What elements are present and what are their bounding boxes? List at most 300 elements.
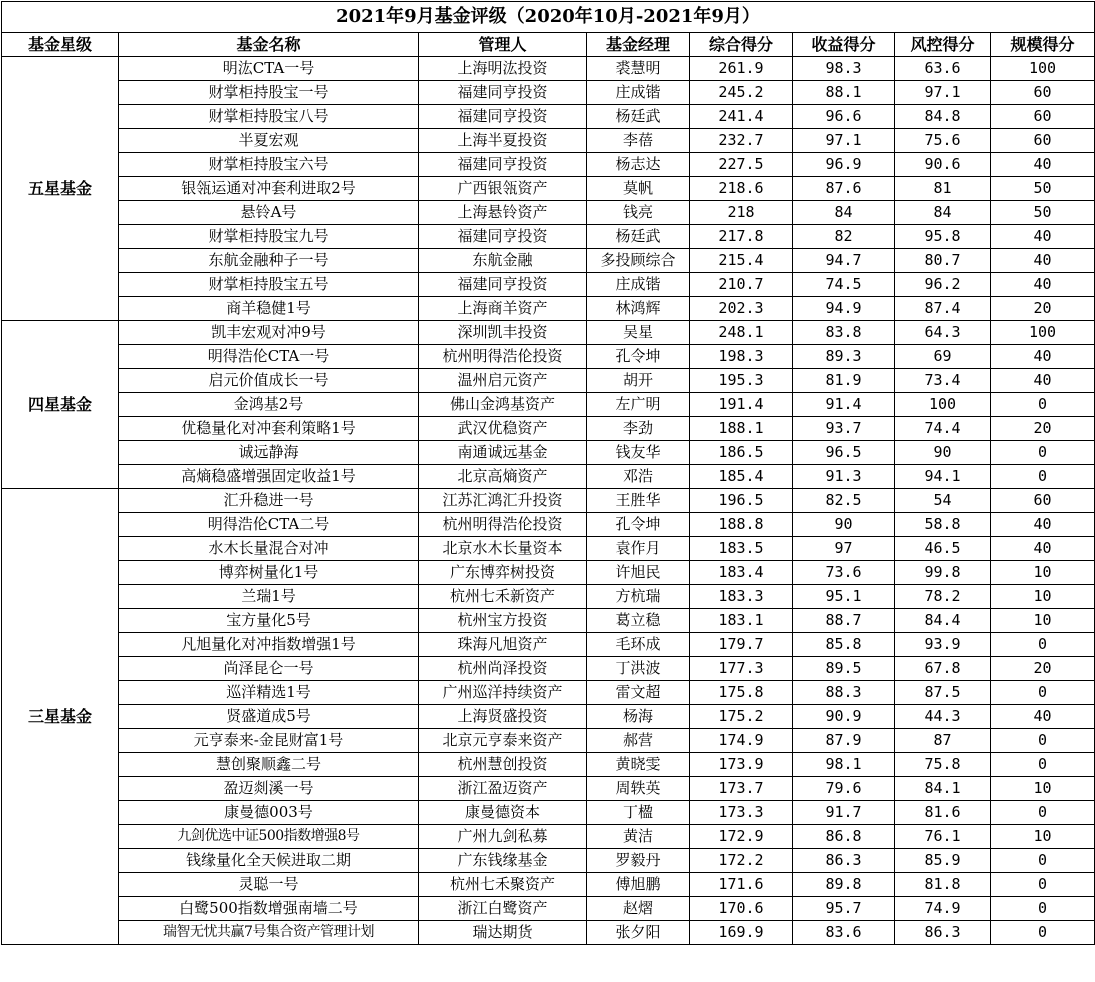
table-row bbox=[2, 441, 1095, 465]
fund-manager-cell: 方杭瑞 bbox=[587, 585, 690, 609]
table-row bbox=[2, 513, 1095, 537]
risk-score-cell: 84.4 bbox=[895, 609, 991, 633]
scale-score-cell: 0 bbox=[991, 393, 1095, 417]
risk-score-cell: 64.3 bbox=[895, 321, 991, 345]
fund-name-cell: 优稳量化对冲套利策略1号 bbox=[119, 417, 419, 441]
manager-cell: 深圳凯丰投资 bbox=[419, 321, 587, 345]
risk-score-cell: 84 bbox=[895, 201, 991, 225]
manager-cell: 广东博弈树投资 bbox=[419, 561, 587, 585]
header-return-score: 收益得分 bbox=[793, 33, 895, 57]
return-score-cell: 94.7 bbox=[793, 249, 895, 273]
scale-score-cell: 40 bbox=[991, 537, 1095, 561]
risk-score-cell: 85.9 bbox=[895, 849, 991, 873]
fund-name-cell: 商羊稳健1号 bbox=[119, 297, 419, 321]
fund-manager-cell: 孔令坤 bbox=[587, 345, 690, 369]
fund-manager-cell: 丁楹 bbox=[587, 801, 690, 825]
fund-name-cell: 明得浩伦CTA二号 bbox=[119, 513, 419, 537]
fund-name-cell: 兰瑞1号 bbox=[119, 585, 419, 609]
manager-cell: 广西银瓴资产 bbox=[419, 177, 587, 201]
fund-name-cell: 财掌柜持股宝五号 bbox=[119, 273, 419, 297]
fund-name-cell: 诚远静海 bbox=[119, 441, 419, 465]
manager-cell: 杭州明得浩伦投资 bbox=[419, 513, 587, 537]
table-row bbox=[2, 537, 1095, 561]
fund-manager-cell: 庄成锴 bbox=[587, 273, 690, 297]
total-score-cell: 215.4 bbox=[690, 249, 793, 273]
scale-score-cell: 40 bbox=[991, 273, 1095, 297]
fund-name-cell: 明得浩伦CTA一号 bbox=[119, 345, 419, 369]
manager-cell: 浙江盈迈资产 bbox=[419, 777, 587, 801]
manager-cell: 福建同亨投资 bbox=[419, 105, 587, 129]
total-score-cell: 183.1 bbox=[690, 609, 793, 633]
return-score-cell: 98.3 bbox=[793, 57, 895, 81]
fund-name-cell: 财掌柜持股宝六号 bbox=[119, 153, 419, 177]
return-score-cell: 93.7 bbox=[793, 417, 895, 441]
manager-cell: 杭州七禾聚资产 bbox=[419, 873, 587, 897]
manager-cell: 浙江白鹭资产 bbox=[419, 897, 587, 921]
risk-score-cell: 69 bbox=[895, 345, 991, 369]
return-score-cell: 95.7 bbox=[793, 897, 895, 921]
header-scale-score: 规模得分 bbox=[991, 33, 1095, 57]
table-row bbox=[2, 321, 1095, 345]
return-score-cell: 73.6 bbox=[793, 561, 895, 585]
risk-score-cell: 86.3 bbox=[895, 921, 991, 945]
return-score-cell: 97 bbox=[793, 537, 895, 561]
risk-score-cell: 90.6 bbox=[895, 153, 991, 177]
risk-score-cell: 74.9 bbox=[895, 897, 991, 921]
risk-score-cell: 87.4 bbox=[895, 297, 991, 321]
return-score-cell: 86.8 bbox=[793, 825, 895, 849]
scale-score-cell: 0 bbox=[991, 633, 1095, 657]
table-row bbox=[2, 873, 1095, 897]
fund-manager-cell: 袁作月 bbox=[587, 537, 690, 561]
fund-name-cell: 财掌柜持股宝八号 bbox=[119, 105, 419, 129]
scale-score-cell: 50 bbox=[991, 201, 1095, 225]
total-score-cell: 175.8 bbox=[690, 681, 793, 705]
fund-manager-cell: 杨志达 bbox=[587, 153, 690, 177]
star-level-cell: 三星基金 bbox=[2, 489, 119, 945]
header-risk-score: 风控得分 bbox=[895, 33, 991, 57]
fund-name-cell: 宝方量化5号 bbox=[119, 609, 419, 633]
table-row bbox=[2, 489, 1095, 513]
return-score-cell: 89.5 bbox=[793, 657, 895, 681]
return-score-cell: 91.7 bbox=[793, 801, 895, 825]
scale-score-cell: 10 bbox=[991, 609, 1095, 633]
scale-score-cell: 0 bbox=[991, 681, 1095, 705]
risk-score-cell: 46.5 bbox=[895, 537, 991, 561]
risk-score-cell: 80.7 bbox=[895, 249, 991, 273]
fund-manager-cell: 孔令坤 bbox=[587, 513, 690, 537]
scale-score-cell: 0 bbox=[991, 897, 1095, 921]
scale-score-cell: 0 bbox=[991, 729, 1095, 753]
fund-manager-cell: 李蓓 bbox=[587, 129, 690, 153]
manager-cell: 温州启元资产 bbox=[419, 369, 587, 393]
manager-cell: 东航金融 bbox=[419, 249, 587, 273]
table-row bbox=[2, 153, 1095, 177]
table-row bbox=[2, 825, 1095, 849]
risk-score-cell: 95.8 bbox=[895, 225, 991, 249]
fund-name-cell: 水木长量混合对冲 bbox=[119, 537, 419, 561]
total-score-cell: 174.9 bbox=[690, 729, 793, 753]
manager-cell: 南通诚远基金 bbox=[419, 441, 587, 465]
scale-score-cell: 60 bbox=[991, 105, 1095, 129]
total-score-cell: 191.4 bbox=[690, 393, 793, 417]
fund-name-cell: 尚泽昆仑一号 bbox=[119, 657, 419, 681]
return-score-cell: 88.1 bbox=[793, 81, 895, 105]
total-score-cell: 188.8 bbox=[690, 513, 793, 537]
manager-cell: 上海悬铃资产 bbox=[419, 201, 587, 225]
risk-score-cell: 90 bbox=[895, 441, 991, 465]
scale-score-cell: 20 bbox=[991, 297, 1095, 321]
fund-name-cell: 康曼德003号 bbox=[119, 801, 419, 825]
table-row bbox=[2, 105, 1095, 129]
manager-cell: 康曼德资本 bbox=[419, 801, 587, 825]
manager-cell: 珠海凡旭资产 bbox=[419, 633, 587, 657]
fund-name-cell: 东航金融种子一号 bbox=[119, 249, 419, 273]
fund-name-cell: 慧创聚顺鑫二号 bbox=[119, 753, 419, 777]
total-score-cell: 248.1 bbox=[690, 321, 793, 345]
total-score-cell: 186.5 bbox=[690, 441, 793, 465]
total-score-cell: 261.9 bbox=[690, 57, 793, 81]
table-title: 2021年9月基金评级（2020年10月-2021年9月） bbox=[2, 2, 1095, 33]
fund-name-cell: 悬铃A号 bbox=[119, 201, 419, 225]
risk-score-cell: 73.4 bbox=[895, 369, 991, 393]
scale-score-cell: 40 bbox=[991, 513, 1095, 537]
risk-score-cell: 54 bbox=[895, 489, 991, 513]
fund-manager-cell: 左广明 bbox=[587, 393, 690, 417]
table-row bbox=[2, 465, 1095, 489]
risk-score-cell: 75.6 bbox=[895, 129, 991, 153]
fund-manager-cell: 丁洪波 bbox=[587, 657, 690, 681]
total-score-cell: 172.9 bbox=[690, 825, 793, 849]
total-score-cell: 183.3 bbox=[690, 585, 793, 609]
return-score-cell: 79.6 bbox=[793, 777, 895, 801]
scale-score-cell: 50 bbox=[991, 177, 1095, 201]
return-score-cell: 84 bbox=[793, 201, 895, 225]
fund-rating-table bbox=[1, 1, 1095, 945]
manager-cell: 杭州七禾新资产 bbox=[419, 585, 587, 609]
manager-cell: 广州九剑私募 bbox=[419, 825, 587, 849]
fund-manager-cell: 雷文超 bbox=[587, 681, 690, 705]
manager-cell: 上海商羊资产 bbox=[419, 297, 587, 321]
fund-manager-cell: 周轶英 bbox=[587, 777, 690, 801]
table-row bbox=[2, 417, 1095, 441]
fund-name-cell: 银瓴运通对冲套利进取2号 bbox=[119, 177, 419, 201]
manager-cell: 广州巡洋持续资产 bbox=[419, 681, 587, 705]
return-score-cell: 83.8 bbox=[793, 321, 895, 345]
fund-manager-cell: 钱亮 bbox=[587, 201, 690, 225]
return-score-cell: 82 bbox=[793, 225, 895, 249]
manager-cell: 北京元亨泰来资产 bbox=[419, 729, 587, 753]
fund-name-cell: 财掌柜持股宝一号 bbox=[119, 81, 419, 105]
return-score-cell: 91.3 bbox=[793, 465, 895, 489]
total-score-cell: 173.7 bbox=[690, 777, 793, 801]
fund-manager-cell: 黄洁 bbox=[587, 825, 690, 849]
risk-score-cell: 84.8 bbox=[895, 105, 991, 129]
manager-cell: 上海半夏投资 bbox=[419, 129, 587, 153]
fund-name-cell: 凡旭量化对冲指数增强1号 bbox=[119, 633, 419, 657]
table-row bbox=[2, 393, 1095, 417]
fund-name-cell: 灵聪一号 bbox=[119, 873, 419, 897]
manager-cell: 福建同亨投资 bbox=[419, 273, 587, 297]
fund-manager-cell: 杨海 bbox=[587, 705, 690, 729]
total-score-cell: 217.8 bbox=[690, 225, 793, 249]
table-row bbox=[2, 609, 1095, 633]
return-score-cell: 83.6 bbox=[793, 921, 895, 945]
manager-cell: 杭州宝方投资 bbox=[419, 609, 587, 633]
fund-name-cell: 贤盛道成5号 bbox=[119, 705, 419, 729]
table-row bbox=[2, 657, 1095, 681]
header-star-level: 基金星级 bbox=[2, 33, 119, 57]
manager-cell: 杭州明得浩伦投资 bbox=[419, 345, 587, 369]
table-row bbox=[2, 561, 1095, 585]
return-score-cell: 90.9 bbox=[793, 705, 895, 729]
table-row bbox=[2, 129, 1095, 153]
fund-rating-sheet bbox=[0, 1, 1095, 982]
total-score-cell: 210.7 bbox=[690, 273, 793, 297]
total-score-cell: 169.9 bbox=[690, 921, 793, 945]
fund-manager-cell: 杨廷武 bbox=[587, 105, 690, 129]
return-score-cell: 88.3 bbox=[793, 681, 895, 705]
total-score-cell: 173.9 bbox=[690, 753, 793, 777]
risk-score-cell: 87 bbox=[895, 729, 991, 753]
scale-score-cell: 10 bbox=[991, 825, 1095, 849]
risk-score-cell: 75.8 bbox=[895, 753, 991, 777]
manager-cell: 福建同亨投资 bbox=[419, 81, 587, 105]
scale-score-cell: 100 bbox=[991, 321, 1095, 345]
risk-score-cell: 96.2 bbox=[895, 273, 991, 297]
total-score-cell: 202.3 bbox=[690, 297, 793, 321]
table-row bbox=[2, 81, 1095, 105]
return-score-cell: 96.6 bbox=[793, 105, 895, 129]
table-row bbox=[2, 249, 1095, 273]
total-score-cell: 241.4 bbox=[690, 105, 793, 129]
risk-score-cell: 67.8 bbox=[895, 657, 991, 681]
risk-score-cell: 81.8 bbox=[895, 873, 991, 897]
fund-manager-cell: 钱友华 bbox=[587, 441, 690, 465]
fund-name-cell: 元亨泰来-金昆财富1号 bbox=[119, 729, 419, 753]
table-row bbox=[2, 753, 1095, 777]
fund-manager-cell: 杨廷武 bbox=[587, 225, 690, 249]
total-score-cell: 227.5 bbox=[690, 153, 793, 177]
scale-score-cell: 40 bbox=[991, 369, 1095, 393]
table-row bbox=[2, 849, 1095, 873]
fund-name-cell: 汇升稳进一号 bbox=[119, 489, 419, 513]
risk-score-cell: 94.1 bbox=[895, 465, 991, 489]
fund-manager-cell: 黄晓雯 bbox=[587, 753, 690, 777]
total-score-cell: 218 bbox=[690, 201, 793, 225]
title-row bbox=[2, 2, 1095, 33]
total-score-cell: 170.6 bbox=[690, 897, 793, 921]
risk-score-cell: 81.6 bbox=[895, 801, 991, 825]
star-level-cell: 五星基金 bbox=[2, 57, 119, 321]
fund-manager-cell: 张夕阳 bbox=[587, 921, 690, 945]
fund-manager-cell: 赵熠 bbox=[587, 897, 690, 921]
fund-manager-cell: 裘慧明 bbox=[587, 57, 690, 81]
total-score-cell: 179.7 bbox=[690, 633, 793, 657]
scale-score-cell: 40 bbox=[991, 153, 1095, 177]
fund-manager-cell: 邓浩 bbox=[587, 465, 690, 489]
fund-manager-cell: 庄成锴 bbox=[587, 81, 690, 105]
header-fund-manager: 基金经理 bbox=[587, 33, 690, 57]
manager-cell: 福建同亨投资 bbox=[419, 225, 587, 249]
total-score-cell: 172.2 bbox=[690, 849, 793, 873]
fund-manager-cell: 罗毅丹 bbox=[587, 849, 690, 873]
scale-score-cell: 20 bbox=[991, 417, 1095, 441]
table-row bbox=[2, 921, 1095, 945]
star-level-cell: 四星基金 bbox=[2, 321, 119, 489]
risk-score-cell: 93.9 bbox=[895, 633, 991, 657]
fund-name-cell: 博弈树量化1号 bbox=[119, 561, 419, 585]
fund-name-cell: 九剑优选中证500指数增强8号 bbox=[119, 825, 419, 849]
fund-name-cell: 瑞智无忧共赢7号集合资产管理计划 bbox=[119, 921, 419, 945]
return-score-cell: 90 bbox=[793, 513, 895, 537]
total-score-cell: 177.3 bbox=[690, 657, 793, 681]
fund-name-cell: 凯丰宏观对冲9号 bbox=[119, 321, 419, 345]
manager-cell: 杭州尚泽投资 bbox=[419, 657, 587, 681]
return-score-cell: 87.6 bbox=[793, 177, 895, 201]
scale-score-cell: 0 bbox=[991, 921, 1095, 945]
scale-score-cell: 40 bbox=[991, 345, 1095, 369]
table-row bbox=[2, 777, 1095, 801]
table-row bbox=[2, 345, 1095, 369]
risk-score-cell: 76.1 bbox=[895, 825, 991, 849]
total-score-cell: 245.2 bbox=[690, 81, 793, 105]
total-score-cell: 188.1 bbox=[690, 417, 793, 441]
table-row bbox=[2, 801, 1095, 825]
fund-name-cell: 盈迈剡溪一号 bbox=[119, 777, 419, 801]
fund-manager-cell: 傅旭鹏 bbox=[587, 873, 690, 897]
table-row bbox=[2, 705, 1095, 729]
risk-score-cell: 84.1 bbox=[895, 777, 991, 801]
fund-manager-cell: 莫帆 bbox=[587, 177, 690, 201]
fund-manager-cell: 葛立稳 bbox=[587, 609, 690, 633]
fund-name-cell: 财掌柜持股宝九号 bbox=[119, 225, 419, 249]
fund-name-cell: 明汯CTA一号 bbox=[119, 57, 419, 81]
return-score-cell: 82.5 bbox=[793, 489, 895, 513]
manager-cell: 北京水木长量资本 bbox=[419, 537, 587, 561]
table-row bbox=[2, 273, 1095, 297]
scale-score-cell: 0 bbox=[991, 465, 1095, 489]
header-row bbox=[2, 33, 1095, 57]
total-score-cell: 196.5 bbox=[690, 489, 793, 513]
return-score-cell: 81.9 bbox=[793, 369, 895, 393]
scale-score-cell: 60 bbox=[991, 81, 1095, 105]
fund-manager-cell: 许旭民 bbox=[587, 561, 690, 585]
total-score-cell: 218.6 bbox=[690, 177, 793, 201]
return-score-cell: 96.5 bbox=[793, 441, 895, 465]
scale-score-cell: 20 bbox=[991, 657, 1095, 681]
return-score-cell: 88.7 bbox=[793, 609, 895, 633]
fund-name-cell: 白鹭500指数增强南墙二号 bbox=[119, 897, 419, 921]
manager-cell: 杭州慧创投资 bbox=[419, 753, 587, 777]
scale-score-cell: 10 bbox=[991, 561, 1095, 585]
risk-score-cell: 100 bbox=[895, 393, 991, 417]
total-score-cell: 232.7 bbox=[690, 129, 793, 153]
scale-score-cell: 40 bbox=[991, 249, 1095, 273]
return-score-cell: 97.1 bbox=[793, 129, 895, 153]
fund-manager-cell: 林鸿辉 bbox=[587, 297, 690, 321]
total-score-cell: 183.5 bbox=[690, 537, 793, 561]
scale-score-cell: 0 bbox=[991, 801, 1095, 825]
total-score-cell: 195.3 bbox=[690, 369, 793, 393]
scale-score-cell: 0 bbox=[991, 849, 1095, 873]
table-row bbox=[2, 729, 1095, 753]
fund-name-cell: 钱缘量化全天候进取二期 bbox=[119, 849, 419, 873]
scale-score-cell: 60 bbox=[991, 129, 1095, 153]
total-score-cell: 173.3 bbox=[690, 801, 793, 825]
fund-manager-cell: 王胜华 bbox=[587, 489, 690, 513]
manager-cell: 武汉优稳资产 bbox=[419, 417, 587, 441]
scale-score-cell: 60 bbox=[991, 489, 1095, 513]
fund-manager-cell: 毛环成 bbox=[587, 633, 690, 657]
table-row bbox=[2, 201, 1095, 225]
scale-score-cell: 40 bbox=[991, 225, 1095, 249]
total-score-cell: 175.2 bbox=[690, 705, 793, 729]
manager-cell: 广东钱缘基金 bbox=[419, 849, 587, 873]
manager-cell: 江苏汇鸿汇升投资 bbox=[419, 489, 587, 513]
scale-score-cell: 0 bbox=[991, 753, 1095, 777]
manager-cell: 福建同亨投资 bbox=[419, 153, 587, 177]
manager-cell: 瑞达期货 bbox=[419, 921, 587, 945]
scale-score-cell: 40 bbox=[991, 705, 1095, 729]
fund-name-cell: 金鸿基2号 bbox=[119, 393, 419, 417]
table-body bbox=[2, 57, 1095, 945]
return-score-cell: 89.3 bbox=[793, 345, 895, 369]
table-row bbox=[2, 585, 1095, 609]
header-total-score: 综合得分 bbox=[690, 33, 793, 57]
scale-score-cell: 0 bbox=[991, 441, 1095, 465]
table-row bbox=[2, 897, 1095, 921]
return-score-cell: 96.9 bbox=[793, 153, 895, 177]
total-score-cell: 171.6 bbox=[690, 873, 793, 897]
return-score-cell: 85.8 bbox=[793, 633, 895, 657]
scale-score-cell: 10 bbox=[991, 777, 1095, 801]
manager-cell: 北京高熵资产 bbox=[419, 465, 587, 489]
scale-score-cell: 0 bbox=[991, 873, 1095, 897]
return-score-cell: 74.5 bbox=[793, 273, 895, 297]
risk-score-cell: 97.1 bbox=[895, 81, 991, 105]
scale-score-cell: 100 bbox=[991, 57, 1095, 81]
manager-cell: 上海明汯投资 bbox=[419, 57, 587, 81]
return-score-cell: 87.9 bbox=[793, 729, 895, 753]
fund-name-cell: 巡洋精选1号 bbox=[119, 681, 419, 705]
table-row bbox=[2, 225, 1095, 249]
risk-score-cell: 81 bbox=[895, 177, 991, 201]
total-score-cell: 185.4 bbox=[690, 465, 793, 489]
risk-score-cell: 74.4 bbox=[895, 417, 991, 441]
table-row bbox=[2, 297, 1095, 321]
table-row bbox=[2, 681, 1095, 705]
fund-manager-cell: 多投顾综合 bbox=[587, 249, 690, 273]
risk-score-cell: 63.6 bbox=[895, 57, 991, 81]
table-row bbox=[2, 369, 1095, 393]
manager-cell: 佛山金鸿基资产 bbox=[419, 393, 587, 417]
scale-score-cell: 10 bbox=[991, 585, 1095, 609]
fund-manager-cell: 吴星 bbox=[587, 321, 690, 345]
total-score-cell: 183.4 bbox=[690, 561, 793, 585]
return-score-cell: 89.8 bbox=[793, 873, 895, 897]
risk-score-cell: 44.3 bbox=[895, 705, 991, 729]
table-row bbox=[2, 57, 1095, 81]
return-score-cell: 86.3 bbox=[793, 849, 895, 873]
risk-score-cell: 87.5 bbox=[895, 681, 991, 705]
fund-name-cell: 半夏宏观 bbox=[119, 129, 419, 153]
fund-manager-cell: 胡开 bbox=[587, 369, 690, 393]
total-score-cell: 198.3 bbox=[690, 345, 793, 369]
fund-name-cell: 高熵稳盛增强固定收益1号 bbox=[119, 465, 419, 489]
risk-score-cell: 78.2 bbox=[895, 585, 991, 609]
fund-manager-cell: 李劲 bbox=[587, 417, 690, 441]
